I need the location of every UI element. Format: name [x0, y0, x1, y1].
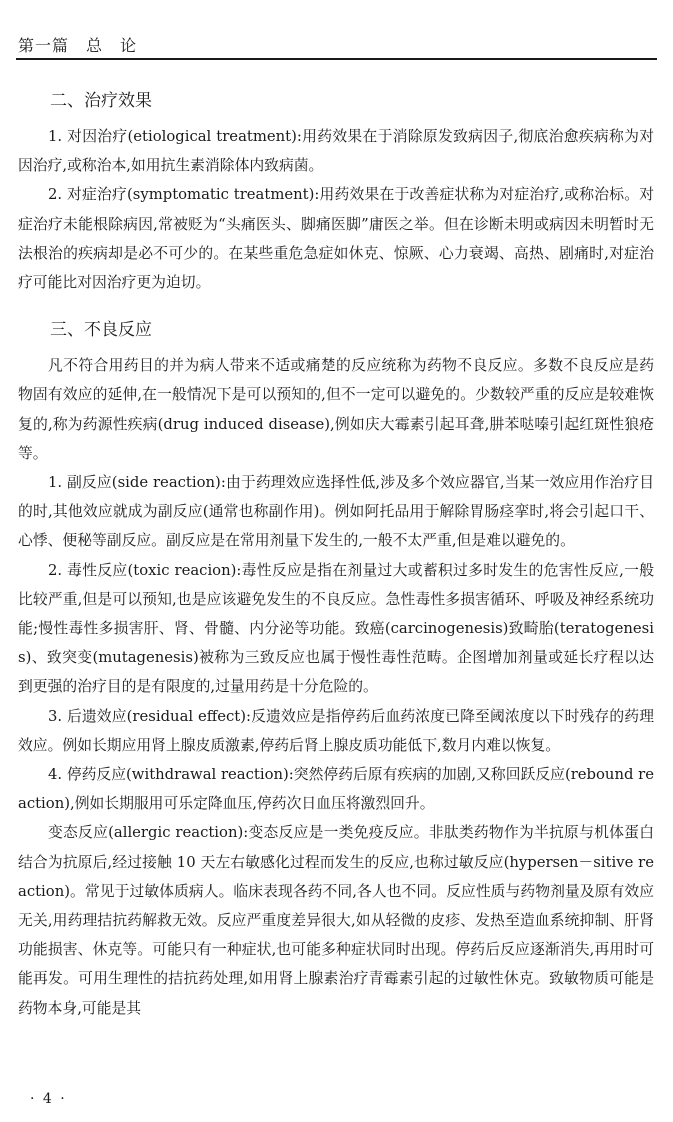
running-head: 第一篇 总 论	[18, 36, 138, 55]
paragraph-allergic-reaction: 变态反应(allergic reaction):变态反应是一类免疫反应。非肽类药物作为半抗原与机体蛋白结合为抗原后,经过接触 10 天左右敏感化过程而发生的反应,也称过敏反应(hypersen－sitive reaction)。常见于过敏体质病人。临床表现各药不同,各人也不同。反应性质与药物剂量及原有效应无关,用药理拮抗药解救无效。反应严重度差异很大,如从轻微的皮疹、发热至造血系统抑制、肝肾功能损害、休克等。可能只有一种症状,也可能多种症状同时出现。停药后反应逐渐消失,再用时可能再发。可用生理性的拮抗药处理,如用肾上腺素治疗青霉素引起的过敏性休克。致敏物质可能是药物本身,可能是其	[18, 824, 654, 1017]
section-heading-treatment-effects: 二、治疗效果	[50, 91, 152, 111]
header-rule	[16, 58, 657, 60]
section-heading-adverse-reactions: 三、不良反应	[50, 320, 152, 341]
body-text	[18, 86, 654, 1023]
paragraph-residual-effect: 3. 后遗效应(residual effect):反遗效应是指停药后血药浓度已降至阈浓度以下时残存的药理效应。例如长期应用肾上腺皮质激素,停药后肾上腺皮质功能低下,数月内难以恢复。	[18, 707, 654, 754]
paragraph-side-reaction: 1. 副反应(side reaction):由于药理效应选择性低,涉及多个效应器官,当某一效应用作治疗目的时,其他效应就成为副反应(通常也称副作用)。例如阿托品用于解除胃肠痉挛时,将会引起口干、心悸、便秘等副反应。副反应是在常用剂量下发生的,一般不太严重,但是难以避免的。	[18, 474, 654, 550]
page-number: · 4 ·	[30, 1091, 67, 1107]
paragraph-withdrawal-reaction: 4. 停药反应(withdrawal reaction):突然停药后原有疾病的加剧,又称回跃反应(rebound reaction),例如长期服用可乐定降血压,停药次日血压将激烈回升。	[18, 766, 654, 813]
paragraph-toxic-reaction: 2. 毒性反应(toxic reacion):毒性反应是指在剂量过大或蓄积过多时发生的危害性反应,一般比较严重,但是可以预知,也是应该避免发生的不良反应。急性毒性多损害循环、呼吸及神经系统功能;慢性毒性多损害肝、肾、骨髓、内分泌等功能。致癌(carcinogenesis)致畸胎(teratogenesis)、致突变(mutagenesis)被称为三致反应也属于慢性毒性范畴。企图增加剂量或延长疗程以达到更强的治疗目的是有限度的,过量用药是十分危险的。	[18, 561, 654, 696]
paragraph-adverse-reactions-intro: 凡不符合用药目的并为病人带来不适或痛楚的反应统称为药物不良反应。多数不良反应是药物固有效应的延伸,在一般情况下是可以预知的,但不一定可以避免的。少数较严重的反应是较难恢复的,称为药源性疾病(drug induced disease),例如庆大霉素引起耳聋,肼苯哒嗪引起红斑性狼疮等。	[18, 357, 654, 462]
paragraph-etiological-treatment: 1. 对因治疗(etiological treatment):用药效果在于消除原发致病因子,彻底治愈疾病称为对因治疗,或称治本,如用抗生素消除体内致病菌。	[18, 128, 654, 175]
paragraph-symptomatic-treatment: 2. 对症治疗(symptomatic treatment):用药效果在于改善症状称为对症治疗,或称治标。对症治疗未能根除病因,常被贬为“头痛医头、脚痛医脚”庸医之举。但在诊断未明或病因未明暂时无法根治的疾病却是必不可少的。在某些重危急症如休克、惊厥、心力衰竭、高热、剧痛时,对症治疗可能比对因治疗更为迫切。	[18, 186, 654, 292]
